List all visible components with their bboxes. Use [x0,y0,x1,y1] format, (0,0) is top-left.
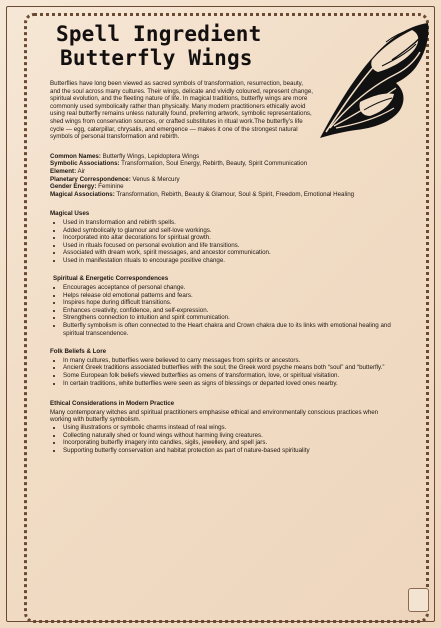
list-item: • Helps release old emotional patterns and fears. [63,292,395,300]
section-heading-folk-beliefs: Folk Beliefs & Lore [50,348,107,356]
list-item: • Some European folk beliefs viewed butterflies as omens of transformation, love, or spiritual visitation. [63,372,395,380]
folk-beliefs-list [50,357,395,387]
list-item: • Used in manifestation rituals to encourage positive change. [63,257,395,265]
list-item: • Butterfly symbolism is often connected to the Heart chakra and Crown chakra due to its links with emotional healing and spiritual transcendence. [63,322,395,337]
list-item: • Collecting naturally shed or found wings without harming living creatures. [63,432,395,440]
property-magical-associations: Magical Associations: Transformation, Rebirth, Beauty & Glamour, Soul & Spirit, Freedom, Emotional Healing [50,190,355,198]
section-heading-spiritual-correspondences: Spiritual & Energetic Correspondences [53,275,169,283]
title-line-2: Butterfly Wings [60,46,253,70]
list-item: • Associated with dream work, spirit messages, and ancestor communication. [63,249,395,257]
list-item: • Enhances creativity, confidence, and self-expression. [63,307,395,315]
magical-uses-list [50,219,395,265]
list-item: • Used in transformation and rebirth spells. [63,219,395,227]
content-area [50,80,395,454]
properties-list [50,153,395,199]
property-common-names: Common Names: Butterfly Wings, Lepidoptera Wings [50,152,200,160]
property-element: Element: Air [50,167,86,175]
intro-paragraph: Butterflies have long been viewed as sacred symbols of transformation, resurrection, beauty, and the soul across many cultures. Their wings, delicate and vividly coloured, represent change, spiritual evolution, and the fleeting nature of life. In magical traditions, butterfly wings are more commonly used symbolically rather than physically. Many modern practitioners ethically avoid using real butterfly remains unless naturally found, preferring artwork, symbolic representations, shed wings from conservation sources, or crafted substitutes in ritual work.The butterfly’s life cycle — egg, caterpillar, chrysalis, and emergence — makes it one of the strongest natural symbols of personal transformation and rebirth. [50,80,313,141]
corner-tab [408,588,429,612]
ethical-considerations-list [50,424,395,454]
list-item: • Strengthens connection to intuition and spirit communication. [63,314,395,322]
list-item: • Supporting butterfly conservation and habitat protection as part of nature-based spirituality [63,447,395,455]
list-item: • Inspires hope during difficult transitions. [63,299,395,307]
title-line-1: Spell Ingredient [56,22,262,46]
property-symbolic-associations: Symbolic Associations: Transformation, Soul Energy, Rebirth, Beauty, Spirit Communication [50,160,308,168]
list-item: • In certain traditions, white butterflies were seen as signs of blessings or departed loved ones nearby. [63,380,395,388]
spiritual-correspondences-list [50,284,395,337]
section-heading-ethical-considerations: Ethical Considerations in Modern Practice [50,400,175,408]
list-item: • Ancient Greek traditions associated butterflies with the soul; the Greek word psyche means both “soul” and “butterfly.” [63,364,395,372]
list-item: • Encourages acceptance of personal change. [63,284,395,292]
section-heading-magical-uses: Magical Uses [50,210,90,218]
list-item: • Used in rituals focused on personal evolution and life transitions. [63,242,395,250]
list-item: • In many cultures, butterflies were believed to carry messages from spirits or ancestors. [63,357,395,365]
list-item: • Using illustrations or symbolic charms instead of real wings. [63,424,395,432]
property-planetary-correspondence: Planetary Correspondence: Venus & Mercury [50,175,180,183]
list-item: • Added symbolically to glamour and self-love workings. [63,227,395,235]
list-item: • Incorporated into altar decorations for spiritual growth. [63,234,395,242]
ethical-intro: Many contemporary witches and spiritual practitioners emphasise ethical and environmentally conscious practices when working with butterfly symbolism. [50,408,379,424]
list-item: • Incorporating butterfly imagery into candles, sigils, jewellery, and spell jars. [63,439,395,447]
property-gender-energy: Gender Energy: Feminine [50,183,124,191]
page-title [56,22,276,70]
